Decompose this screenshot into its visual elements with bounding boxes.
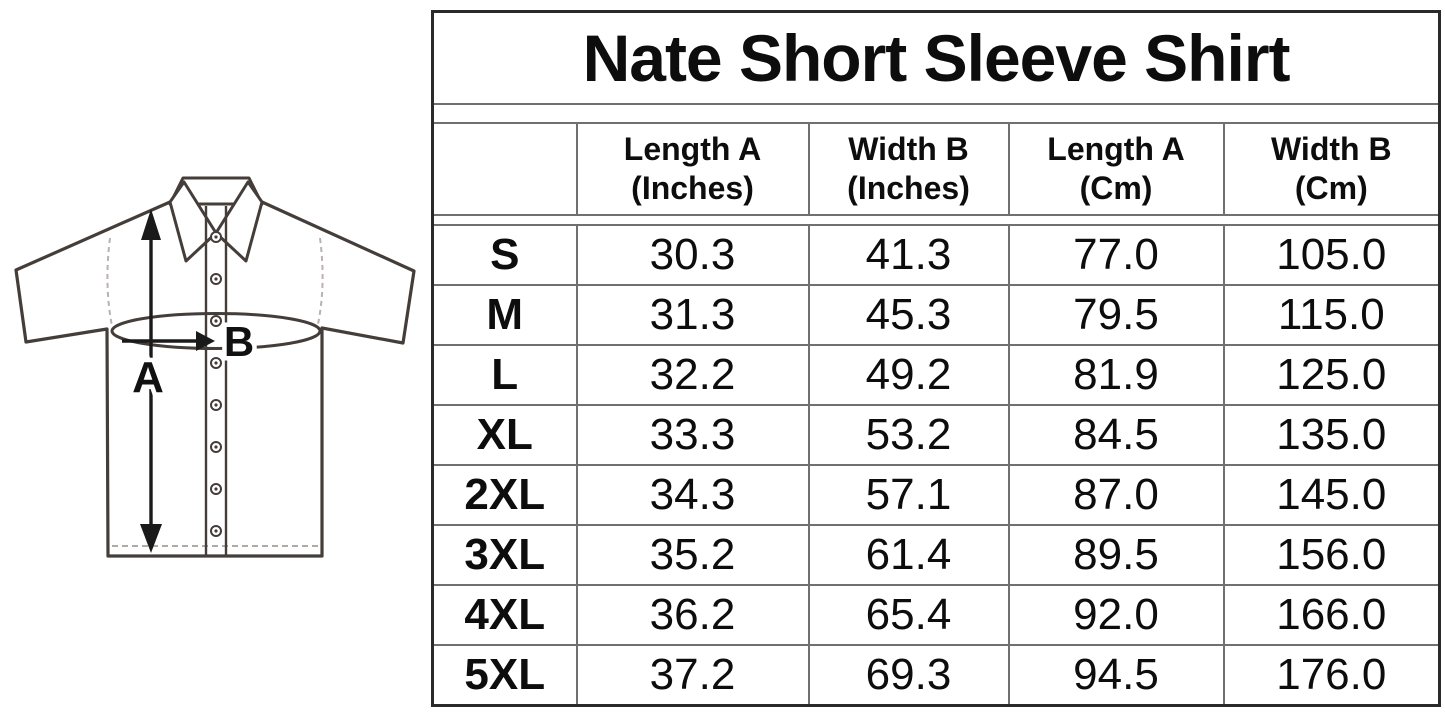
width-cm-cell: 125.0 [1224,345,1440,405]
header-name: Width B [848,130,969,167]
column-header-width-cm [1224,123,1440,215]
width-in-cell: 57.1 [809,465,1009,525]
width-in-cell: 61.4 [809,525,1009,585]
width-cm-cell: 145.0 [1224,465,1440,525]
spacer-cell [433,215,1440,225]
length-in-cell: 37.2 [577,645,809,706]
column-header-width-in [809,123,1009,215]
column-header-length-cm [1009,123,1224,215]
size-table-container [431,10,1438,707]
size-column-header [433,123,577,215]
header-name: Width B [1271,130,1392,167]
width-label: B [223,318,255,365]
size-cell: 4XL [433,585,577,645]
size-cell: 2XL [433,465,577,525]
size-table [431,10,1441,707]
spacer-cell [433,104,1440,123]
width-in-cell: 49.2 [809,345,1009,405]
header-unit: (Cm) [1294,170,1368,206]
header-unit: (Inches) [631,170,754,206]
length-cm-cell: 77.0 [1009,225,1224,285]
header-unit: (Cm) [1079,170,1153,206]
header-name: Length A [623,130,762,167]
spacer-row [433,104,1440,123]
header-name: Length A [1047,130,1185,167]
title-row [433,12,1440,105]
spacer-row [433,215,1440,225]
table-row-3xl [433,525,1440,585]
length-in-cell: 36.2 [577,585,809,645]
column-header-length-in [577,123,809,215]
width-in-cell: 45.3 [809,285,1009,345]
size-cell: L [433,345,577,405]
table-row-xl [433,405,1440,465]
size-cell: M [433,285,577,345]
length-in-cell: 30.3 [577,225,809,285]
width-cm-cell: 156.0 [1224,525,1440,585]
length-cm-cell: 87.0 [1009,465,1224,525]
length-cm-cell: 79.5 [1009,285,1224,345]
width-cm-cell: 115.0 [1224,285,1440,345]
width-cm-cell: 166.0 [1224,585,1440,645]
width-in-cell: 69.3 [809,645,1009,706]
length-cm-cell: 84.5 [1009,405,1224,465]
size-cell: 5XL [433,645,577,706]
length-in-cell: 32.2 [577,345,809,405]
length-cm-cell: 94.5 [1009,645,1224,706]
header-row [433,123,1440,215]
length-cm-cell: 81.9 [1009,345,1224,405]
length-cm-cell: 89.5 [1009,525,1224,585]
table-row-s [433,225,1440,285]
length-cm-cell: 92.0 [1009,585,1224,645]
size-cell: S [433,225,577,285]
shirt-measurement-illustration [0,0,433,723]
table-row-m [433,285,1440,345]
shirt-diagram [0,0,433,723]
width-in-cell: 53.2 [809,405,1009,465]
length-label: A [132,353,164,402]
table-row-5xl [433,645,1440,706]
length-in-cell: 34.3 [577,465,809,525]
size-cell: 3XL [433,525,577,585]
table-row-4xl [433,585,1440,645]
page-title: Nate Short Sleeve Shirt [433,12,1440,105]
width-in-cell: 65.4 [809,585,1009,645]
width-cm-cell: 105.0 [1224,225,1440,285]
length-in-cell: 31.3 [577,285,809,345]
size-cell: XL [433,405,577,465]
table-row-2xl [433,465,1440,525]
width-cm-cell: 135.0 [1224,405,1440,465]
width-cm-cell: 176.0 [1224,645,1440,706]
width-in-cell: 41.3 [809,225,1009,285]
length-in-cell: 35.2 [577,525,809,585]
table-row-l [433,345,1440,405]
header-unit: (Inches) [847,170,970,206]
length-in-cell: 33.3 [577,405,809,465]
shirt-body-outline [16,202,414,556]
